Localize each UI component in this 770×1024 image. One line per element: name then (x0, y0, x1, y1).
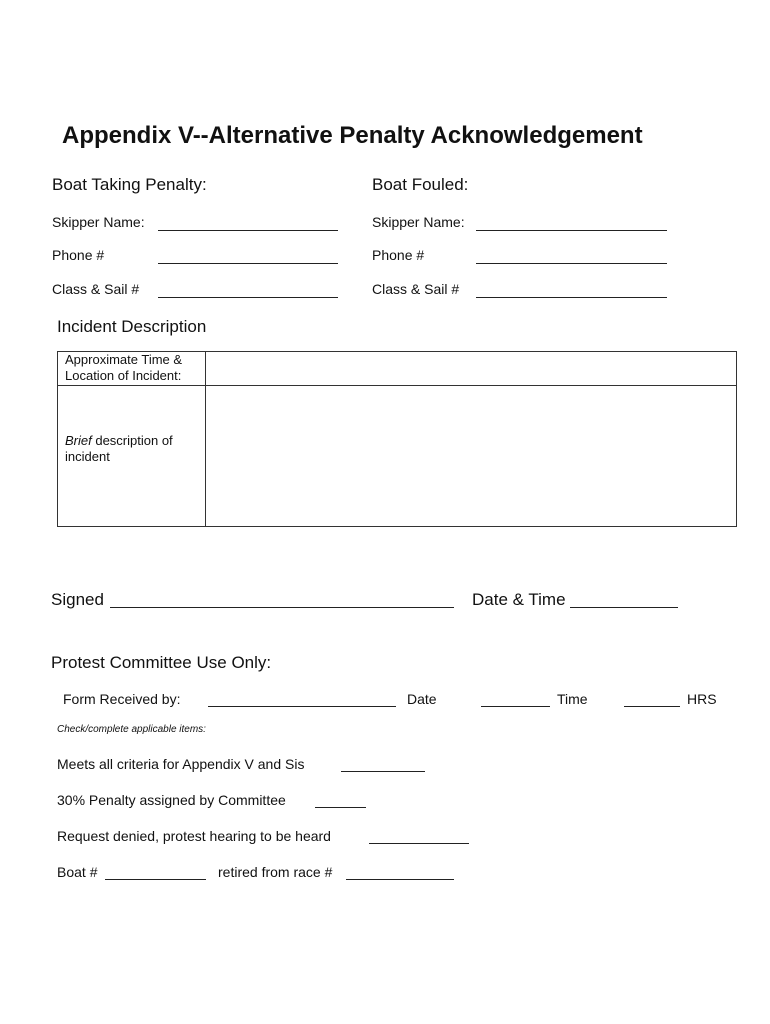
committee-date-label: Date (407, 691, 437, 707)
fouled-skipper-label: Skipper Name: (372, 214, 465, 230)
committee-date-field[interactable] (481, 706, 550, 707)
boat-fouled-heading: Boat Fouled: (372, 175, 469, 194)
date-time-field[interactable] (570, 607, 678, 608)
time-location-label-line2: Location of Incident: (65, 368, 182, 383)
time-location-label (65, 352, 182, 384)
boat-number-label: Boat # (57, 864, 98, 880)
fouled-phone-label: Phone # (372, 247, 425, 263)
fouled-phone-field[interactable] (476, 263, 667, 264)
criteria-item-label: Meets all criteria for Appendix V and Sis (57, 756, 305, 772)
incident-table (57, 351, 737, 527)
penalty-phone-label: Phone # (52, 247, 105, 263)
retired-race-field[interactable] (346, 879, 454, 880)
boat-number-field[interactable] (105, 879, 206, 880)
date-time-label: Date & Time (472, 590, 566, 609)
incident-heading: Incident Description (57, 317, 207, 336)
brief-word: Brief (65, 433, 92, 448)
brief-description-field[interactable] (206, 386, 737, 527)
signature-field[interactable] (110, 607, 454, 608)
committee-time-field[interactable] (624, 706, 680, 707)
committee-heading: Protest Committee Use Only: (51, 653, 272, 672)
brief-line2: incident (65, 449, 110, 464)
penalty-class-sail-label: Class & Sail # (52, 281, 140, 297)
time-location-field[interactable] (206, 352, 737, 385)
signed-label: Signed (51, 590, 104, 609)
penalty-class-sail-field[interactable] (158, 297, 338, 298)
form-received-label: Form Received by: (63, 691, 181, 707)
fouled-skipper-field[interactable] (476, 230, 667, 231)
denied-item-label: Request denied, protest hearing to be heard (57, 828, 331, 844)
retired-label: retired from race # (218, 864, 333, 880)
hrs-label: HRS (687, 691, 717, 707)
fouled-class-sail-field[interactable] (476, 297, 667, 298)
fouled-class-sail-label: Class & Sail # (372, 281, 460, 297)
penalty-skipper-label: Skipper Name: (52, 214, 145, 230)
boat-taking-penalty-heading: Boat Taking Penalty: (52, 175, 207, 194)
penalty-item-label: 30% Penalty assigned by Committee (57, 792, 286, 808)
brief-rest: description of (91, 433, 173, 448)
committee-time-label: Time (557, 691, 588, 707)
criteria-item-field[interactable] (341, 771, 425, 772)
check-items-note: Check/complete applicable items: (57, 724, 206, 735)
form-title: Appendix V--Alternative Penalty Acknowledgement (62, 122, 643, 149)
penalty-phone-field[interactable] (158, 263, 338, 264)
denied-item-field[interactable] (369, 843, 469, 844)
brief-description-label (65, 433, 173, 465)
time-location-label-line1: Approximate Time & (65, 352, 183, 367)
penalty-skipper-field[interactable] (158, 230, 338, 231)
form-received-field[interactable] (208, 706, 396, 707)
penalty-item-field[interactable] (315, 807, 366, 808)
